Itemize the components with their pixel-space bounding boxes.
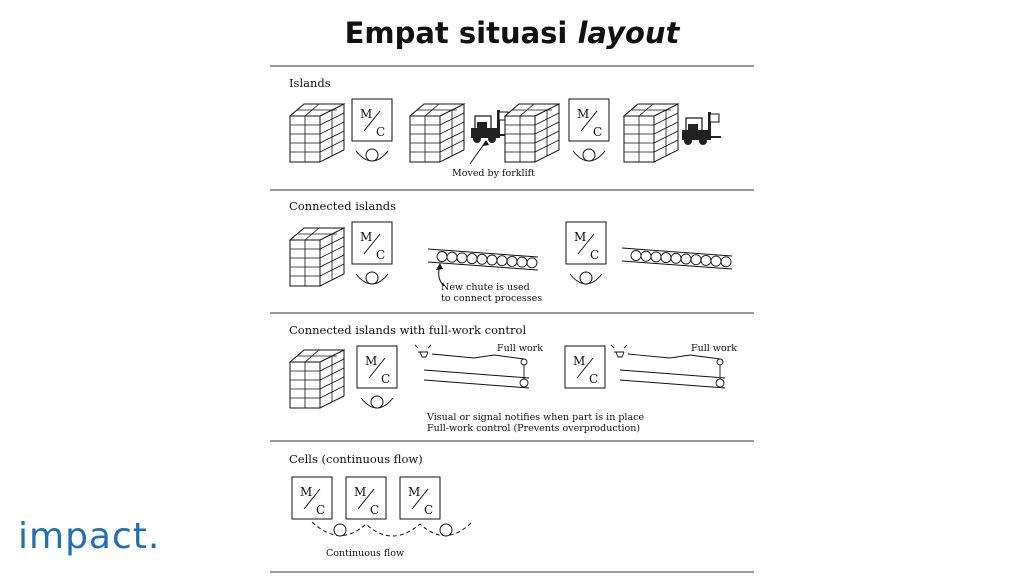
machine-icon (352, 222, 392, 264)
machine-c-label: C (376, 248, 386, 262)
machine-c-label: C (381, 372, 391, 386)
operator-icon (573, 149, 605, 161)
operator-icon (334, 524, 346, 536)
forklift-icon (471, 110, 510, 143)
conveyor-chute-icon (428, 249, 538, 270)
pallet-stack-icon (290, 350, 344, 408)
pallet-stack-icon (290, 228, 344, 286)
machine-icon (352, 99, 392, 141)
machine-c-label: C (593, 125, 603, 139)
section-label: Islands (289, 76, 331, 90)
machine-m-label: M (408, 485, 421, 499)
section-label: Cells (continuous flow) (289, 452, 423, 466)
machine-m-label: M (573, 354, 586, 368)
forklift-note: Moved by forklift (452, 168, 535, 179)
conveyor-chute-icon (622, 248, 732, 269)
section-connected-islands (289, 199, 732, 304)
machine-icon (346, 477, 386, 519)
operator-icon (356, 149, 388, 161)
section-islands (289, 76, 721, 179)
operator-icon (361, 396, 393, 408)
machine-icon (357, 346, 397, 388)
chute-note-2: to connect processes (441, 293, 543, 304)
machine-icon (292, 477, 332, 519)
machine-m-label: M (574, 230, 587, 244)
machine-m-label: M (300, 485, 313, 499)
full-work-label-2: Full work (691, 343, 737, 354)
section-cells (289, 452, 472, 559)
section-full-work-control (289, 323, 737, 434)
machine-icon (400, 477, 440, 519)
machine-m-label: M (365, 354, 378, 368)
continuous-flow-label: Continuous flow (326, 548, 405, 559)
operator-icon (356, 272, 388, 284)
arrowhead-icon (436, 263, 443, 270)
pallet-stack-icon (505, 104, 559, 162)
section-label: Connected islands with full-work control (289, 323, 527, 337)
pallet-stack-icon (624, 104, 678, 162)
machine-c-label: C (316, 503, 326, 517)
machine-m-label: M (354, 485, 367, 499)
operator-icon (440, 524, 452, 536)
chute-note-1: New chute is used (441, 282, 530, 293)
title-main: Empat situasi (344, 16, 568, 50)
machine-c-label: C (589, 372, 599, 386)
operator-icon (570, 272, 602, 284)
machine-icon (566, 222, 606, 264)
section-label: Connected islands (289, 199, 397, 213)
pallet-stack-icon (410, 104, 464, 162)
machine-icon (569, 99, 609, 141)
arrowhead-icon (482, 140, 489, 146)
signal-note-1: Visual or signal notifies when part is in place (427, 412, 645, 423)
machine-c-label: C (590, 248, 600, 262)
machine-icon (565, 346, 605, 388)
machine-m-label: M (360, 107, 373, 121)
machine-m-label: M (360, 230, 373, 244)
machine-c-label: C (376, 125, 386, 139)
machine-m-label: M (577, 107, 590, 121)
impact-logo: impact. (18, 516, 161, 557)
signal-note-2: Full-work control (Prevents overproduction) (427, 423, 641, 434)
full-work-label-1: Full work (497, 343, 543, 354)
machine-c-label: C (424, 503, 434, 517)
title-italic: layout (577, 16, 680, 50)
forklift-icon (682, 112, 721, 145)
machine-c-label: C (370, 503, 380, 517)
pallet-stack-icon (290, 104, 344, 162)
